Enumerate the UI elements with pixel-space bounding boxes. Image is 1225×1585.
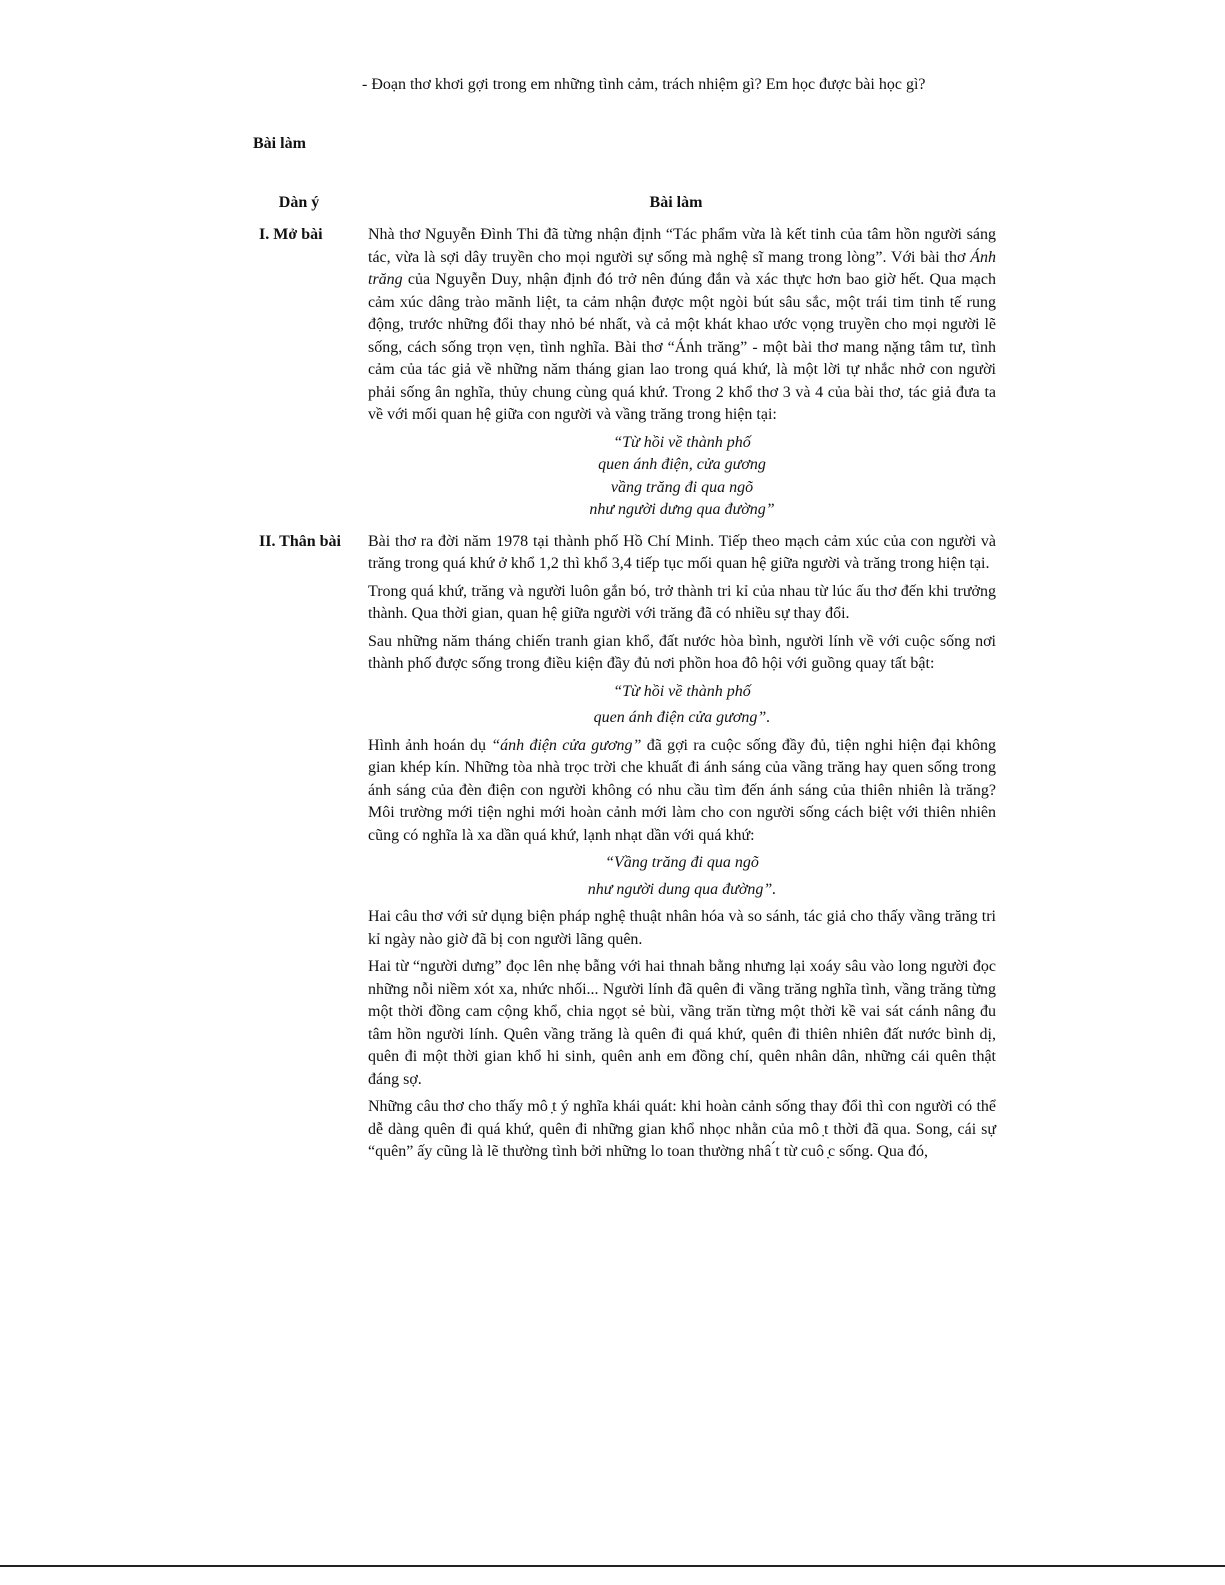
poem-line: quen ánh điện cửa gương”.	[593, 709, 771, 726]
mo-bai-text-2: của Nguyễn Duy, nhận định đó trở nên đúng đắn và xác thực hơn bao giờ hết. Qua mạch cảm xúc dâng trào mãnh liệt, ta cảm nhận được một ngòi bút sâu sắc, một trái tim tinh tế rung động, trước những đổi thay nhỏ bé nhất, và cả một khát khao ước vọng truyền cho mọi người lẽ sống, cách sống trọn vẹn, tình nghĩa. Bài thơ “Ánh trăng” - một bài thơ mang nặng tâm tư, tình cảm của tác giả về những năm tháng gian lao trong quá khứ, là một lời tự nhắc nhở con người phải sống ân nghĩa, thủy chung cùng quá khứ. Trong 2 khổ thơ 3 và 4 của bài thơ, tác giả đưa ta về với mối quan hệ giữa con người và vầng trăng trong hiện tại:	[368, 271, 996, 423]
poem-line: vầng trăng đi qua ngõ	[610, 478, 754, 496]
quoted-image-phrase: “ánh điện cửa gương”	[491, 736, 642, 754]
question-text: - Đoạn thơ khơi gợi trong em những tình cảm, trách nhiệm gì? Em học được bài học gì?	[362, 76, 926, 93]
than-bai-paragraph: Trong quá khứ, trăng và người luôn gắn bó, trở thành tri kỉ của nhau từ lúc ấu thơ đến khi trưởng thành. Qua thời gian, quan hệ giữa người với trăng đã có nhiều sự thay đổi.	[368, 582, 996, 622]
than-bai-paragraph: Bài thơ ra đời năm 1978 tại thành phố Hồ Chí Minh. Tiếp theo mạch cảm xúc của con người và trăng trong quá khứ ở khổ 1,2 thì khổ 3,4 tiếp tục mối quan hệ giữa người và trăng trong hiện tại.	[368, 532, 996, 572]
than-bai-content	[368, 531, 996, 1169]
poem-line: “Từ hồi về thành phố	[613, 433, 751, 451]
than-bai-paragraph: Những câu thơ cho thấy mô ̣t ý nghĩa khái quát: khi hoàn cảnh sống thay đổi thì con người có thể dễ dàng quên đi quá khứ, quên đi những gian khổ nhọc nhằn của mô ̣t thời đã qua. Song, cái sự “quên” ấy cũng là lẽ thường tình bởi những lo toan thường nhâ ́t từ cuô ̣c sống. Qua đó,	[368, 1098, 996, 1160]
mo-bai-paragraph	[368, 224, 996, 427]
essay-column-header: Bài làm	[649, 194, 703, 211]
than-bai-paragraph: Hai câu thơ với sử dụng biện pháp nghệ thuật nhân hóa và so sánh, tác giả cho thấy vầng trăng tri kỉ ngày nào giờ đã bị con người lãng quên.	[368, 908, 996, 948]
than-bai-poem-1	[368, 681, 996, 730]
than-bai-paragraph: Sau những năm tháng chiến tranh gian khổ, đất nước hòa bình, người lính về với cuộc sống nơi thành phố được sống trong điều kiện đầy đủ nơi phồn hoa đô hội với guồng quay tất bật:	[368, 632, 996, 672]
poem-line: như người dung qua đường”.	[587, 880, 777, 898]
section-heading: Bài làm	[253, 135, 306, 152]
mo-bai-poem	[368, 432, 996, 522]
than-bai-text: Hình ảnh hoán dụ	[368, 736, 492, 754]
than-bai-paragraph	[368, 735, 996, 848]
than-bai-paragraph: Hai từ “người dưng” đọc lên nhẹ bẫng với hai thnah bằng nhưng lại xoáy sâu vào long người đọc những nỗi niềm xót xa, nhức nhối... Người lính đã quên đi vầng trăng nghĩa tình, vầng trăng từng một thời đồng cam cộng khổ, chia ngọt sẻ bùi, vầng trăn từng một thời kề vai sát cánh nâng đu tâm hồn người lính. Quên vầng trăng là quên đi quá khứ, quên đi thiên nhiên đất nước bình dị, quên đi một thời gian khổ hi sinh, quên anh em đồng chí, quên nhân dân, những cái quên thật đáng sợ.	[368, 958, 996, 1088]
poem-line: “Vầng trăng đi qua ngõ	[605, 854, 759, 871]
than-bai-label: II. Thân bài	[259, 532, 341, 550]
mo-bai-label: I. Mở bài	[259, 226, 323, 243]
essay-table	[253, 192, 997, 1169]
table-header-row	[253, 192, 993, 224]
than-bai-text: đã gợi ra cuộc sống đầy đủ, tiện nghi hiện đại không gian khép kín. Những tòa nhà trọc trời che khuất đi ánh sáng của vầng trăng hay quen sống trong ánh sáng của đèn điện con người không có nhu cầu tìm đến ánh sáng của thiên nhiên là trăng? Môi trường mới tiện nghi mới hoàn cảnh mới làm cho con người sống cách biệt với thiên nhiên cũng có nghĩa là xa dần quá khứ, lạnh nhạt dần với quá khứ:	[368, 736, 997, 844]
mo-bai-row	[253, 224, 996, 527]
poem-line: quen ánh điện, cửa gương	[598, 456, 766, 473]
mo-bai-content	[368, 224, 996, 527]
poem-line: “Từ hồi về thành phố	[613, 682, 751, 700]
than-bai-row	[253, 531, 997, 1169]
mo-bai-text-1: Nhà thơ Nguyễn Đình Thi đã từng nhận định “Tác phẩm vừa là kết tinh của tâm hồn người sáng tác, vừa là sợi dây truyền cho mọi người sự sống mà nghệ sĩ mang trong lòng”. Với bài thơ	[368, 226, 996, 266]
poem-line: như người dưng qua đường”	[589, 501, 775, 518]
than-bai-poem-2	[368, 852, 996, 901]
outline-column-header: Dàn ý	[278, 194, 320, 211]
poem-title: Ánh trăng	[368, 248, 996, 288]
page-bottom-rule	[0, 1565, 1225, 1567]
